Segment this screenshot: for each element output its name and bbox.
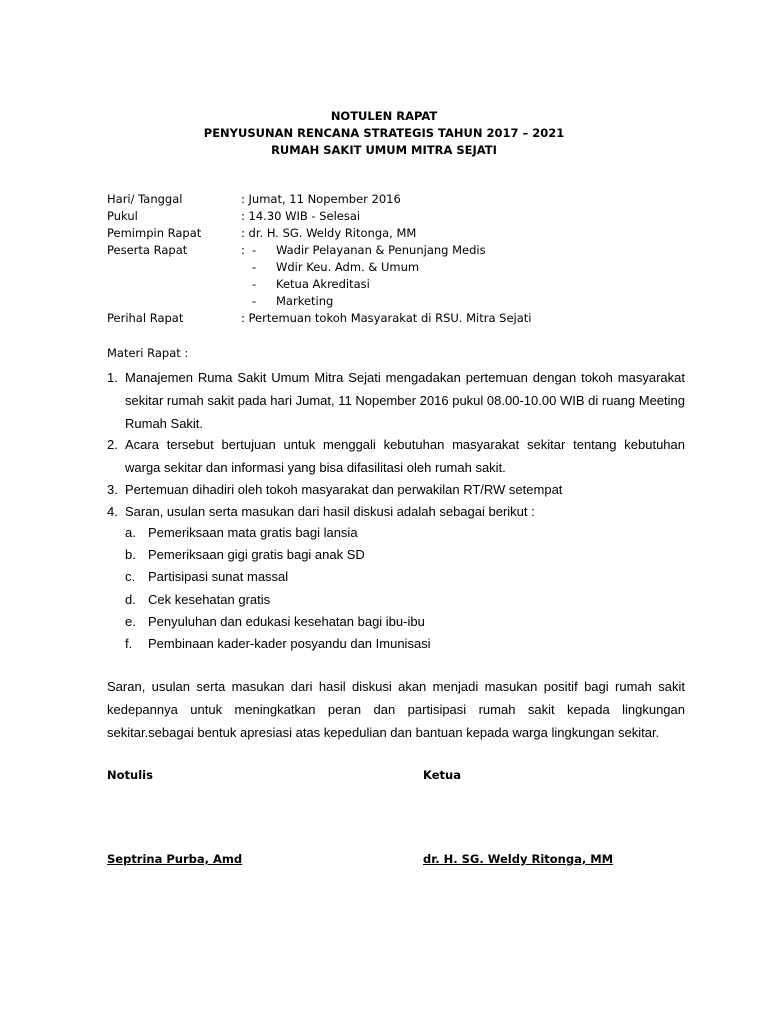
item-text: Saran, usulan serta masukan dari hasil diskusi adalah sebagai berikut :: [125, 504, 535, 519]
meta-label: Hari/ Tanggal: [107, 192, 183, 206]
dash-bullet: -: [252, 294, 257, 308]
participant-name: Wdir Keu. Adm. & Umum: [276, 260, 420, 274]
item-number: 3.: [107, 482, 118, 497]
signature-role-ketua: Ketua: [423, 768, 461, 782]
meta-label: Peserta Rapat: [107, 243, 188, 257]
sub-item-text: Pemeriksaan mata gratis bagi lansia: [148, 525, 358, 540]
item-text: Acara tersebut bertujuan untuk menggali kebutuhan masyarakat sekitar tentang kebutuhan warga sekitar dan informasi yang bisa difasilitasi oleh rumah sakit.: [125, 437, 685, 475]
meta-value: : Jumat, 11 Nopember 2016: [241, 192, 401, 206]
sub-item-text: Pemeriksaan gigi gratis bagi anak SD: [148, 547, 365, 562]
signature-role-notulis: Notulis: [107, 768, 153, 782]
item-number: 4.: [107, 504, 118, 519]
sub-item-letter: d.: [125, 592, 136, 607]
meta-value: :: [241, 243, 245, 257]
participant-name: Wadir Pelayanan & Penunjang Medis: [276, 243, 486, 257]
sub-item-letter: e.: [125, 614, 136, 629]
doc-subtitle: PENYUSUNAN RENCANA STRATEGIS TAHUN 2017 – 2021: [203, 126, 565, 140]
sub-item-letter: a.: [125, 525, 136, 540]
item-text: Manajemen Ruma Sakit Umum Mitra Sejati mengadakan pertemuan dengan tokoh masyarakat sekitar rumah sakit pada hari Jumat, 11 Nopember 2016 pukul 08.00-10.00 WIB di ruang Meeting Rumah Sakit.: [125, 370, 685, 431]
participant-name: Marketing: [276, 294, 334, 308]
meta-value: : dr. H. SG. Weldy Ritonga, MM: [241, 226, 417, 240]
sub-item-text: Partisipasi sunat massal: [148, 569, 289, 584]
numbered-item-3: [107, 478, 685, 501]
meta-label: Perihal Rapat: [107, 311, 184, 325]
sub-item-letter: c.: [125, 569, 136, 584]
item-number: 1.: [107, 370, 118, 385]
dash-bullet: -: [252, 243, 257, 257]
signature-name-ketua: dr. H. SG. Weldy Ritonga, MM: [423, 852, 614, 866]
signature-name-notulis: Septrina Purba, Amd: [107, 852, 243, 866]
sub-item-letter: f.: [125, 636, 133, 651]
meta-label: Pemimpin Rapat: [107, 226, 202, 240]
section-heading-materi: Materi Rapat :: [107, 346, 189, 360]
item-number: 2.: [107, 437, 118, 452]
dash-bullet: -: [252, 260, 257, 274]
meta-value: : Pertemuan tokoh Masyarakat di RSU. Mitra Sejati: [241, 311, 532, 325]
participant-name: Ketua Akreditasi: [276, 277, 370, 291]
meta-value: : 14.30 WIB - Selesai: [241, 209, 361, 223]
numbered-item-1: [107, 366, 685, 435]
conclusion-paragraph: Saran, usulan serta masukan dari hasil diskusi akan menjadi masukan positif bagi rumah sakit kedepannya untuk meningkatkan peran dan partisipasi rumah sakit kepada lingkungan sekitar.sebagai bentuk apresiasi atas kepedulian dan bantuan kepada warga lingkungan sekitar.: [107, 679, 685, 740]
sub-item-text: Cek kesehatan gratis: [148, 592, 271, 607]
meta-label: Pukul: [107, 209, 138, 223]
sub-item-letter: b.: [125, 547, 136, 562]
dash-bullet: -: [252, 277, 257, 291]
doc-institution: RUMAH SAKIT UMUM MITRA SEJATI: [271, 143, 497, 157]
sub-item-text: Pembinaan kader-kader posyandu dan Imunisasi: [148, 636, 431, 651]
item-text: Pertemuan dihadiri oleh tokoh masyarakat dan perwakilan RT/RW setempat: [125, 482, 563, 497]
numbered-item-4: [107, 500, 685, 523]
numbered-item-2: [107, 433, 685, 479]
doc-title: NOTULEN RAPAT: [330, 109, 438, 123]
sub-item-text: Penyuluhan dan edukasi kesehatan bagi ibu-ibu: [148, 614, 425, 629]
